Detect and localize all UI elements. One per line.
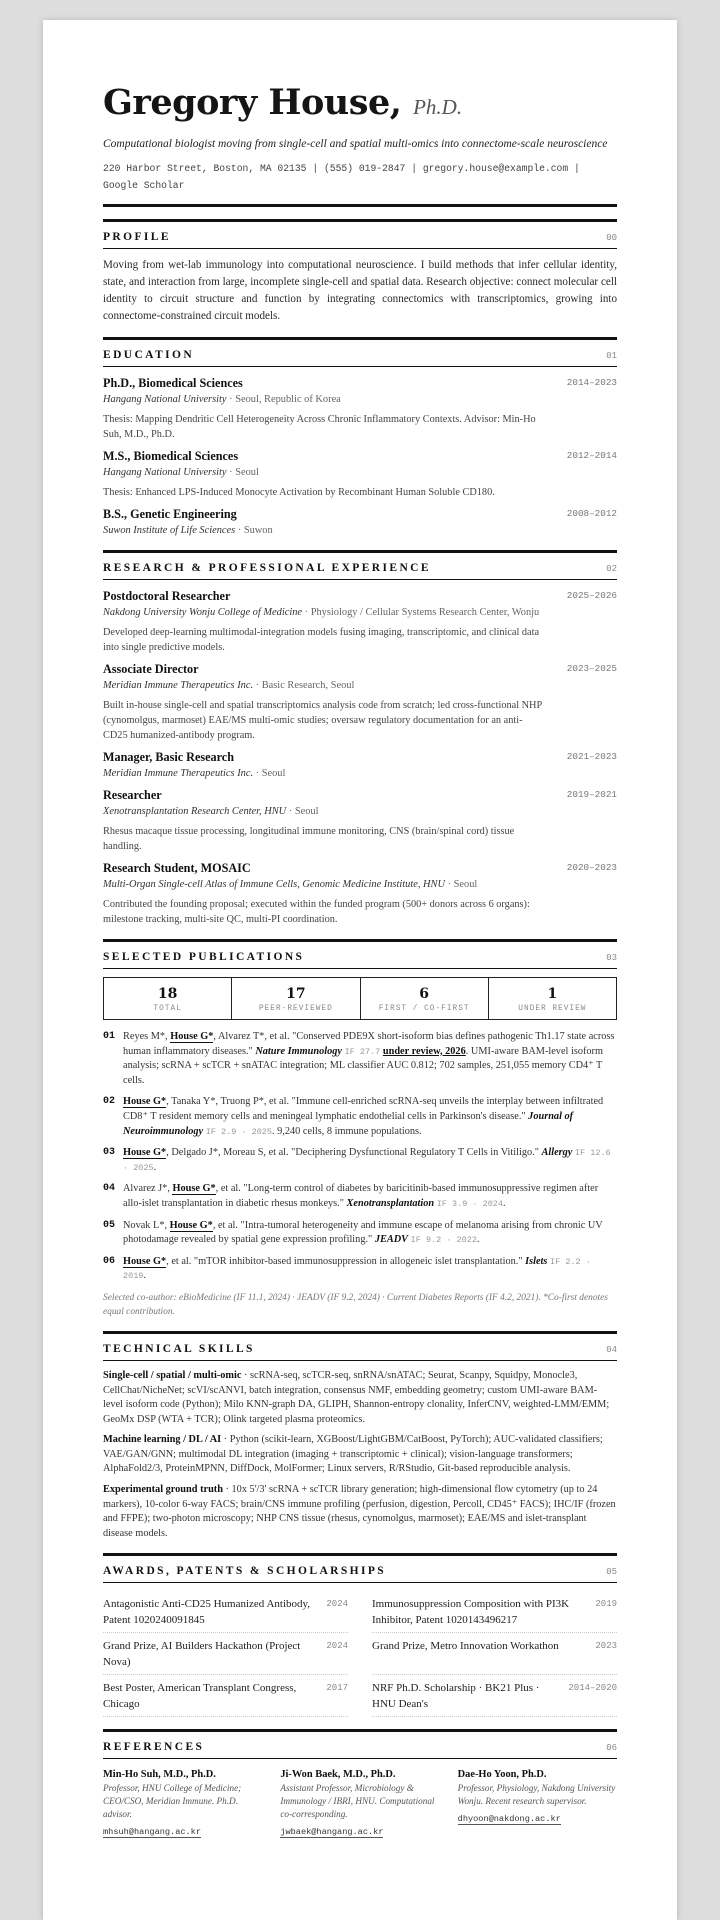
impact-factor: IF 2.9 · 2025 (205, 1126, 272, 1137)
section-title: SELECTED PUBLICATIONS (103, 951, 305, 963)
experience-section (103, 550, 617, 927)
publication-number: 05 (103, 1219, 116, 1231)
school-line: Suwon Institute of Life Sciences · Suwon (103, 525, 273, 536)
separator: | (312, 163, 319, 174)
entry-row (103, 375, 617, 392)
entry-row (103, 661, 617, 678)
section-number: 03 (606, 953, 617, 963)
section-header (103, 1553, 617, 1583)
org-name: Meridian Immune Therapeutics Inc. (103, 680, 254, 691)
award-item (103, 1675, 348, 1717)
degree-title: B.S., Genetic Engineering (103, 507, 237, 521)
publication-text (123, 1095, 617, 1139)
stat-number: 17 (286, 986, 306, 1002)
experience-list (103, 588, 617, 927)
pub-title: , et al. "Intra-tumoral heterogeneity and immune escape of melanoma arising from chronic UV photodamage revealed by spatial gene expression profiling." (123, 1219, 603, 1246)
publications-section (103, 939, 617, 1319)
pub-authors-pre: Alvarez J*, (123, 1183, 173, 1195)
pub-tail: . (153, 1161, 157, 1173)
impact-factor: IF 9.2 · 2022 (410, 1235, 477, 1246)
award-text: NRF Ph.D. Scholarship · BK21 Plus · HNU Dean's (372, 1682, 540, 1710)
education-entry (103, 506, 617, 538)
org-place: Seoul (453, 879, 478, 890)
education-entry (103, 375, 617, 442)
skill-label: Experimental ground truth (103, 1484, 223, 1496)
school-name: Suwon Institute of Life Sciences (103, 525, 236, 536)
pub-title: , et al. "Long-term control of diabetes by baricitinib-based immunosuppressive regimen after allo-islet transplantation in diabetic rhesus monkeys." (123, 1183, 599, 1209)
publication-item (103, 1095, 617, 1139)
publication-item (103, 1219, 617, 1248)
pub-title: , et al. "mTOR inhibitor-based immunosuppression in allogeneic islet transplantation." (166, 1255, 526, 1267)
experience-entry (103, 860, 617, 927)
reference-item (280, 1767, 439, 1839)
entry-row (103, 749, 617, 766)
review-status: under review, 2026 (382, 1045, 466, 1057)
publication-number: 01 (103, 1031, 116, 1042)
org-name: Meridian Immune Therapeutics Inc. (103, 768, 254, 779)
education-list (103, 375, 617, 538)
school-name: Hangang National University (103, 467, 227, 478)
section-header (103, 337, 617, 367)
entry-description: Rhesus macaque tissue processing, longitudinal immune monitoring, CNS (brain/spinal cord) tissue handling. (103, 826, 515, 852)
skill-group (103, 1433, 617, 1477)
org-line: Xenotransplantation Research Center, HNU · Seoul (103, 806, 319, 817)
school-line: Hangang National University · Seoul, Republic of Korea (103, 394, 341, 405)
separator: | (574, 163, 580, 174)
publication-number: 06 (103, 1255, 116, 1267)
publication-stats (103, 977, 617, 1020)
phone: (555) 019-2847 (323, 163, 406, 174)
org-place: Physiology / Cellular Systems Research Center, Wonju (310, 607, 540, 618)
pub-title: , Delgado J*, Moreau S, et al. "Deciphering Dysfunctional Regulatory T Cells in Vitiligo." (166, 1147, 542, 1159)
publication-text (123, 1219, 617, 1248)
section-title: RESEARCH & PROFESSIONAL EXPERIENCE (103, 562, 431, 574)
pub-title: , Tanaka Y*, Truong P*, et al. "Immune cell-enriched scRNA-seq unveils the interplay between infiltrated CD8⁺ T resident memory cells and meningeal lymphatic endothelial cells in Parkinson's disease." (123, 1096, 604, 1122)
journal-name: JEADV (374, 1234, 409, 1246)
stat-cell (361, 978, 489, 1019)
stat-label: UNDER REVIEW (518, 1005, 587, 1013)
entry-date: 2008–2012 (566, 508, 617, 519)
publication-text (123, 1030, 617, 1088)
school-line: Hangang National University · Seoul (103, 467, 259, 478)
award-text: Grand Prize, AI Builders Hackathon (Project Nova) (103, 1640, 301, 1668)
org-name: Xenotransplantation Research Center, HNU (103, 806, 287, 817)
reference-desc: Assistant Professor, Microbiology & Immunology / IBRI, HNU. Computational co-corresponding. (280, 1783, 435, 1820)
self-author: House G* (123, 1147, 167, 1159)
stat-cell (232, 978, 360, 1019)
award-text: Best Poster, American Transplant Congress, Chicago (103, 1682, 297, 1710)
reference-name: Min-Ho Suh, M.D., Ph.D. (103, 1769, 216, 1781)
pub-authors-pre: Reyes M*, (123, 1031, 171, 1042)
impact-factor: IF 27.7 (344, 1046, 381, 1057)
publication-item (103, 1182, 617, 1211)
school-place: Seoul (235, 467, 259, 478)
skills-section (103, 1331, 617, 1542)
stat-cell (489, 978, 616, 1019)
award-year: 2019 (595, 1599, 617, 1610)
credential: Ph.D. (413, 95, 463, 119)
award-year: 2023 (595, 1641, 617, 1652)
stat-label: TOTAL (153, 1005, 182, 1013)
section-header (103, 1331, 617, 1361)
pub-authors-pre: Novak L*, (123, 1219, 170, 1231)
section-title: EDUCATION (103, 349, 195, 361)
publication-text (123, 1182, 617, 1211)
award-item (103, 1633, 348, 1675)
section-header (103, 1729, 617, 1759)
award-item (372, 1675, 617, 1717)
org-line: Meridian Immune Therapeutics Inc. · Seoul (103, 768, 286, 779)
section-number: 02 (606, 564, 617, 574)
org-place: Seoul (261, 768, 286, 779)
stat-number: 18 (157, 986, 178, 1002)
journal-name: Journal of Neuroimmunology (123, 1110, 574, 1137)
award-text: Antagonistic Anti-CD25 Humanized Antibody, Patent 1020240091845 (103, 1598, 311, 1626)
entry-date: 2020–2023 (566, 862, 617, 873)
award-item (372, 1633, 617, 1675)
pub-title: , Alvarez T*, et al. "Conserved PDE9X short-isoform bias defines pathogenic Th1.17 state across human inflammatory diseases." (123, 1031, 615, 1057)
entry-description: Thesis: Mapping Dendritic Cell Heterogeneity Across Chronic Inflammatory Contexts. Advisor: Min-Ho Suh, M.D., Ph.D. (103, 414, 536, 440)
reference-item (103, 1767, 262, 1839)
section-title: PROFILE (103, 231, 171, 243)
pub-tail: . 9,240 cells, 8 immune populations. (272, 1125, 422, 1137)
publication-text (123, 1255, 617, 1284)
self-author: House G* (170, 1031, 214, 1042)
entry-row (103, 506, 617, 523)
pub-tail: . (503, 1197, 506, 1209)
self-author: House G* (172, 1183, 216, 1195)
skill-label: Machine learning / DL / AI (103, 1434, 222, 1446)
org-line: Multi-Organ Single-cell Atlas of Immune Cells, Genomic Medicine Institute, HNU · Seoul (103, 879, 478, 890)
school-name: Hangang National University (103, 394, 227, 405)
education-section (103, 337, 617, 538)
experience-entry (103, 749, 617, 781)
skill-group (103, 1483, 617, 1541)
award-text: Grand Prize, Metro Innovation Workathon (372, 1640, 559, 1653)
reference-email[interactable]: dhyoon@nakdong.ac.kr (457, 1814, 561, 1825)
entry-description: Contributed the founding proposal; executed within the funded program (500+ donors across 6 organs): milestone tracking, multi-site QC, multi-PI coordination. (103, 899, 530, 925)
school-place: Suwon (243, 525, 273, 536)
publication-number: 02 (103, 1096, 116, 1108)
tagline: Computational biologist moving from single-cell and spatial multi-omics into connectome-scale neuroscience (103, 138, 608, 150)
publication-note: Selected co-author: eBioMedicine (IF 11.1, 2024) · JEADV (IF 9.2, 2024) · Current Diabetes Reports (IF 4.2, 2021). *Co-first denotes equal contribution. (103, 1292, 608, 1317)
entry-date: 2023–2025 (566, 663, 617, 674)
reference-email[interactable]: jwbaek@hangang.ac.kr (280, 1827, 384, 1838)
role-title: Researcher (103, 788, 162, 802)
impact-factor: IF 2.2 · 2019 (123, 1256, 591, 1282)
entry-row (103, 787, 617, 804)
name-text: Gregory House (103, 82, 390, 123)
role-title: Postdoctoral Researcher (103, 589, 231, 603)
pub-tail: . UMI-aware BAM-level isoform analysis; scRNA + scTCR + snATAC integration; ML classifier AUC 0.812; 702 samples, 251,055 memory CD4⁺ T cells. (123, 1045, 603, 1086)
section-header (103, 550, 617, 580)
journal-name: Nature Immunology (255, 1045, 342, 1057)
self-author: House G* (169, 1219, 213, 1231)
award-year: 2017 (326, 1683, 348, 1694)
education-entry (103, 448, 617, 500)
publication-item (103, 1030, 617, 1088)
award-item (372, 1591, 617, 1633)
profile-text: Moving from wet-lab immunology into computational neuroscience. I build methods that infer cellular identity, state, and interaction from large, incomplete single-cell and spatial data. Research objective: connect molecular cell identity to circuit structure and function by integrating connectomics with transcriptomics, growing into connectome-constrained circuit models. (103, 259, 617, 322)
section-number: 01 (606, 351, 617, 361)
address: 220 Harbor Street, Boston, MA 02135 (103, 163, 307, 174)
section-title: REFERENCES (103, 1741, 205, 1754)
org-name: Multi-Organ Single-cell Atlas of Immune Cells, Genomic Medicine Institute, HNU (103, 879, 445, 890)
journal-name: Allergy (541, 1147, 573, 1159)
publication-number: 03 (103, 1147, 116, 1159)
stat-cell (104, 978, 232, 1019)
publication-list (103, 1030, 617, 1284)
publication-item (103, 1146, 617, 1175)
role-title: Manager, Basic Research (103, 750, 234, 764)
entry-date: 2014–2023 (566, 377, 617, 388)
org-place: Seoul (294, 806, 319, 817)
org-line: Nakdong University Wonju College of Medicine · Physiology / Cellular Systems Research Center, Wonju (103, 607, 540, 618)
section-number: 00 (606, 233, 617, 243)
pub-tail: . (476, 1234, 480, 1246)
entry-description: Developed deep-learning multimodal-integration models fusing imaging, transcriptomic, and clinical data into single predictive models. (103, 627, 540, 653)
award-text: Immunosuppression Composition with PI3K Inhibitor, Patent 1020143496217 (372, 1598, 570, 1626)
profile-section (103, 219, 617, 325)
section-number: 04 (606, 1344, 617, 1355)
reference-item (458, 1767, 617, 1839)
award-year: 2014–2020 (568, 1683, 617, 1694)
degree-title: Ph.D., Biomedical Sciences (103, 376, 243, 390)
email-link[interactable]: gregory.house@example.com (422, 163, 569, 174)
section-header (103, 939, 617, 969)
entry-description: Built in-house single-cell and spatial transcriptomics analysis code from scratch; led cross-functional NHP (cynomolgus, marmoset) EAE/MS multi-omic studies; oversaw regulatory documentation for an anti-CD25 humanized-antibody program. (103, 700, 542, 741)
award-list (103, 1591, 617, 1717)
reference-email[interactable]: mhsuh@hangang.ac.kr (103, 1827, 201, 1838)
experience-entry (103, 661, 617, 743)
award-item (103, 1591, 348, 1633)
impact-factor: IF 12.6 · 2025 (123, 1148, 611, 1173)
candidate-name: Gregory House, Ph.D. (103, 82, 463, 123)
self-author: House G* (123, 1096, 167, 1108)
publication-number: 04 (103, 1183, 116, 1195)
reference-list (103, 1767, 617, 1839)
skill-group (103, 1369, 617, 1427)
contact-line (103, 160, 617, 194)
section-title: TECHNICAL SKILLS (103, 1342, 255, 1355)
header-rule (103, 204, 617, 207)
journal-name: Xenotransplantation (346, 1197, 435, 1209)
skill-text: · Python (scikit-learn, XGBoost/LightGBM/CatBoost, PyTorch); AUC-validated classifiers; VAE/GAN/GNN; multimodal DL integration (imaging + transcriptomic + clinical); vision-language transformers; AlphaFold2/3, ProteinMPNN, DiffDock, MolFormer; Linux servers, R/RStudio, Git-based reproducible analysis. (103, 1434, 603, 1475)
experience-entry (103, 787, 617, 854)
entry-row (103, 588, 617, 605)
award-year: 2024 (326, 1641, 348, 1652)
org-line: Meridian Immune Therapeutics Inc. · Basic Research, Seoul (103, 680, 355, 691)
role-title: Research Student, MOSAIC (103, 861, 251, 875)
self-author: House G* (123, 1255, 167, 1267)
award-year: 2024 (326, 1599, 348, 1610)
entry-description: Thesis: Enhanced LPS-Induced Monocyte Activation by Recombinant Human Soluble CD180. (103, 487, 495, 498)
org-place: Basic Research, Seoul (261, 680, 355, 691)
skill-text: · 10x 5'/3' scRNA + scTCR library generation; high-dimensional flow cytometry (up to 24 markers), 10-color 6-way FACS; brain/CNS immune profiling (perfusion, digestion, Percoll, CD45⁺ FACS); IHC/IF (frozen and FFPE); two-photon microscopy; NHP CNS tissue (rhesus, cynomolgus, marmoset); EAE/MS and islet-transplant disease models. (103, 1484, 616, 1539)
scholar-link[interactable]: Google Scholar (103, 180, 185, 191)
entry-row (103, 860, 617, 877)
section-number: 05 (606, 1567, 617, 1578)
entry-date: 2012–2014 (566, 450, 617, 461)
section-number: 06 (606, 1743, 617, 1754)
stat-number: 1 (547, 986, 558, 1002)
experience-entry (103, 588, 617, 655)
impact-factor: IF 3.9 · 2024 (436, 1198, 503, 1209)
degree-title: M.S., Biomedical Sciences (103, 449, 239, 463)
school-place: Seoul, Republic of Korea (235, 394, 341, 405)
stat-label: PEER-REVIEWED (258, 1005, 333, 1013)
skill-list (103, 1369, 617, 1542)
entry-date: 2025–2026 (566, 590, 617, 601)
skill-text: · scRNA-seq, scTCR-seq, snRNA/snATAC; Seurat, Scanpy, Squidpy, Monocle3, CellChat/NicheNet; scVI/scANVI, batch integration, consensus NMF, embedding geometry; custom UMI-aware BAM-level isoform code (Python); Milo KNN-graph DA, GLIPH, Shannon-entropy clonality, InferCNV, weighted-LMM/EMM; GeoMx DSP (WTA + TCR); Olink targeted plasma proteomics. (103, 1369, 610, 1425)
journal-name: Islets (525, 1255, 548, 1267)
resume-page (43, 20, 677, 1920)
publication-text (123, 1146, 617, 1175)
reference-name: Ji-Won Baek, M.D., Ph.D. (280, 1769, 396, 1781)
entry-row (103, 448, 617, 465)
stat-label: FIRST / CO-FIRST (378, 1005, 470, 1013)
role-title: Associate Director (103, 662, 199, 676)
reference-name: Dae-Ho Yoon, Ph.D. (457, 1769, 547, 1781)
section-header (103, 219, 617, 249)
entry-date: 2021–2023 (566, 751, 617, 762)
awards-section (103, 1553, 617, 1717)
reference-desc: Professor, HNU College of Medicine; CEO/CSO, Meridian Immune. Ph.D. advisor. (103, 1783, 242, 1820)
section-title: AWARDS, PATENTS & SCHOLARSHIPS (103, 1565, 387, 1578)
references-section (103, 1729, 617, 1839)
reference-desc: Professor, Physiology, Nakdong University Wonju. Recent research supervisor. (457, 1783, 616, 1807)
publication-item (103, 1255, 617, 1284)
org-name: Nakdong University Wonju College of Medicine (103, 607, 303, 618)
skill-label: Single-cell / spatial / multi-omic (103, 1369, 242, 1381)
pub-tail: . (143, 1270, 146, 1282)
entry-date: 2019–2021 (566, 789, 617, 800)
separator: | (411, 163, 418, 174)
stat-number: 6 (419, 986, 429, 1002)
